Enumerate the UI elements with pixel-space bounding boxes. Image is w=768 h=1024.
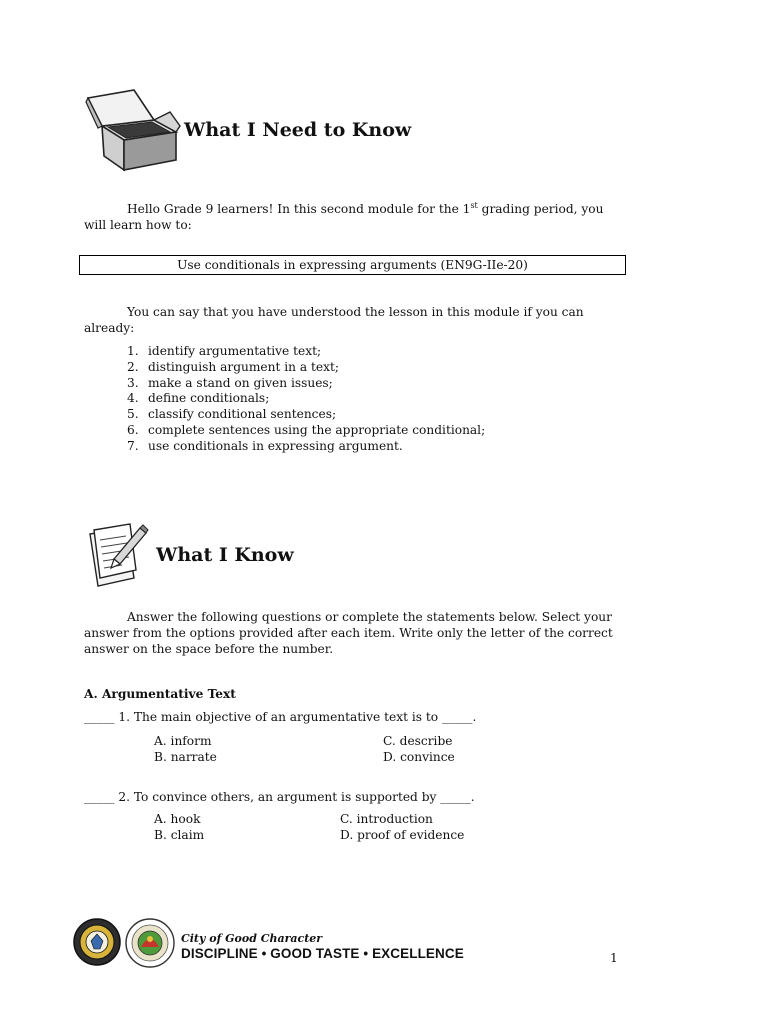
objective-number: 5. [127, 407, 139, 422]
section-title-what-i-know: What I Know [156, 544, 294, 566]
q2-option-d: D. proof of evidence [340, 828, 465, 842]
competency-text: Use conditionals in expressing arguments (EN9G-IIe-20) [177, 258, 528, 272]
open-box-icon [84, 86, 182, 172]
instructions-line-2: answer from the options provided after each item. Write only the letter of the correct [84, 626, 613, 640]
school-seal-icon [72, 917, 122, 967]
objective-text: make a stand on given issues; [148, 375, 333, 390]
objective-text: distinguish argument in a text; [148, 359, 340, 374]
q2-option-b: B. claim [154, 828, 205, 842]
list-item [127, 360, 485, 376]
section-title-what-i-need-to-know: What I Need to Know [184, 119, 412, 141]
competency-box [79, 255, 626, 275]
intro-text-pre: Hello Grade 9 learners! In this second module for the 1 [127, 202, 471, 217]
objective-number: 2. [127, 359, 139, 374]
city-seal-icon [124, 917, 176, 969]
objective-number: 6. [127, 422, 139, 437]
understand-paragraph [84, 304, 624, 336]
objective-number: 1. [127, 344, 139, 358]
part-a-heading: A. Argumentative Text [84, 687, 236, 701]
objective-text: complete sentences using the appropriate conditional; [148, 422, 486, 437]
objective-number: 7. [127, 438, 139, 453]
question-1-stem: _____ 1. The main objective of an argumentative text is to _____. [84, 710, 477, 724]
list-item [127, 391, 485, 407]
objectives-list [127, 344, 485, 455]
notepad-pencil-icon [86, 520, 150, 590]
question-2-stem: _____ 2. To convince others, an argument is supported by _____. [84, 790, 475, 804]
list-item [127, 344, 485, 360]
intro-text-post: grading period, you [477, 202, 604, 217]
objective-text: use conditionals in expressing argument. [148, 438, 403, 453]
intro-line-2: will learn how to: [84, 218, 192, 233]
intro-sup: st [470, 201, 478, 210]
q1-option-d: D. convince [383, 750, 455, 764]
instructions-paragraph [84, 609, 629, 657]
q2-option-c: C. introduction [340, 812, 433, 826]
intro-paragraph [84, 198, 624, 233]
list-item [127, 439, 485, 455]
q1-option-c: C. describe [383, 734, 453, 748]
objective-number: 4. [127, 391, 139, 406]
objective-text: define conditionals; [148, 391, 270, 406]
list-item [127, 423, 485, 439]
objective-number: 3. [127, 375, 139, 390]
objective-text: identify argumentative text; [148, 344, 322, 358]
page-number: 1 [610, 951, 618, 965]
objective-text: classify conditional sentences; [148, 407, 337, 422]
q2-option-a: A. hook [154, 812, 201, 826]
instructions-line-1: Answer the following questions or complete the statements below. Select your [127, 610, 612, 624]
q1-option-b: B. narrate [154, 750, 217, 764]
understand-line-2: already: [84, 321, 135, 335]
list-item [127, 407, 485, 423]
instructions-line-3: answer on the space before the number. [84, 642, 334, 656]
footer-motto: DISCIPLINE • GOOD TASTE • EXCELLENCE [181, 946, 464, 961]
q1-option-a: A. inform [154, 734, 212, 748]
list-item [127, 376, 485, 392]
footer-tagline: City of Good Character [181, 932, 323, 945]
understand-line-1: You can say that you have understood the lesson in this module if you can [127, 305, 584, 319]
